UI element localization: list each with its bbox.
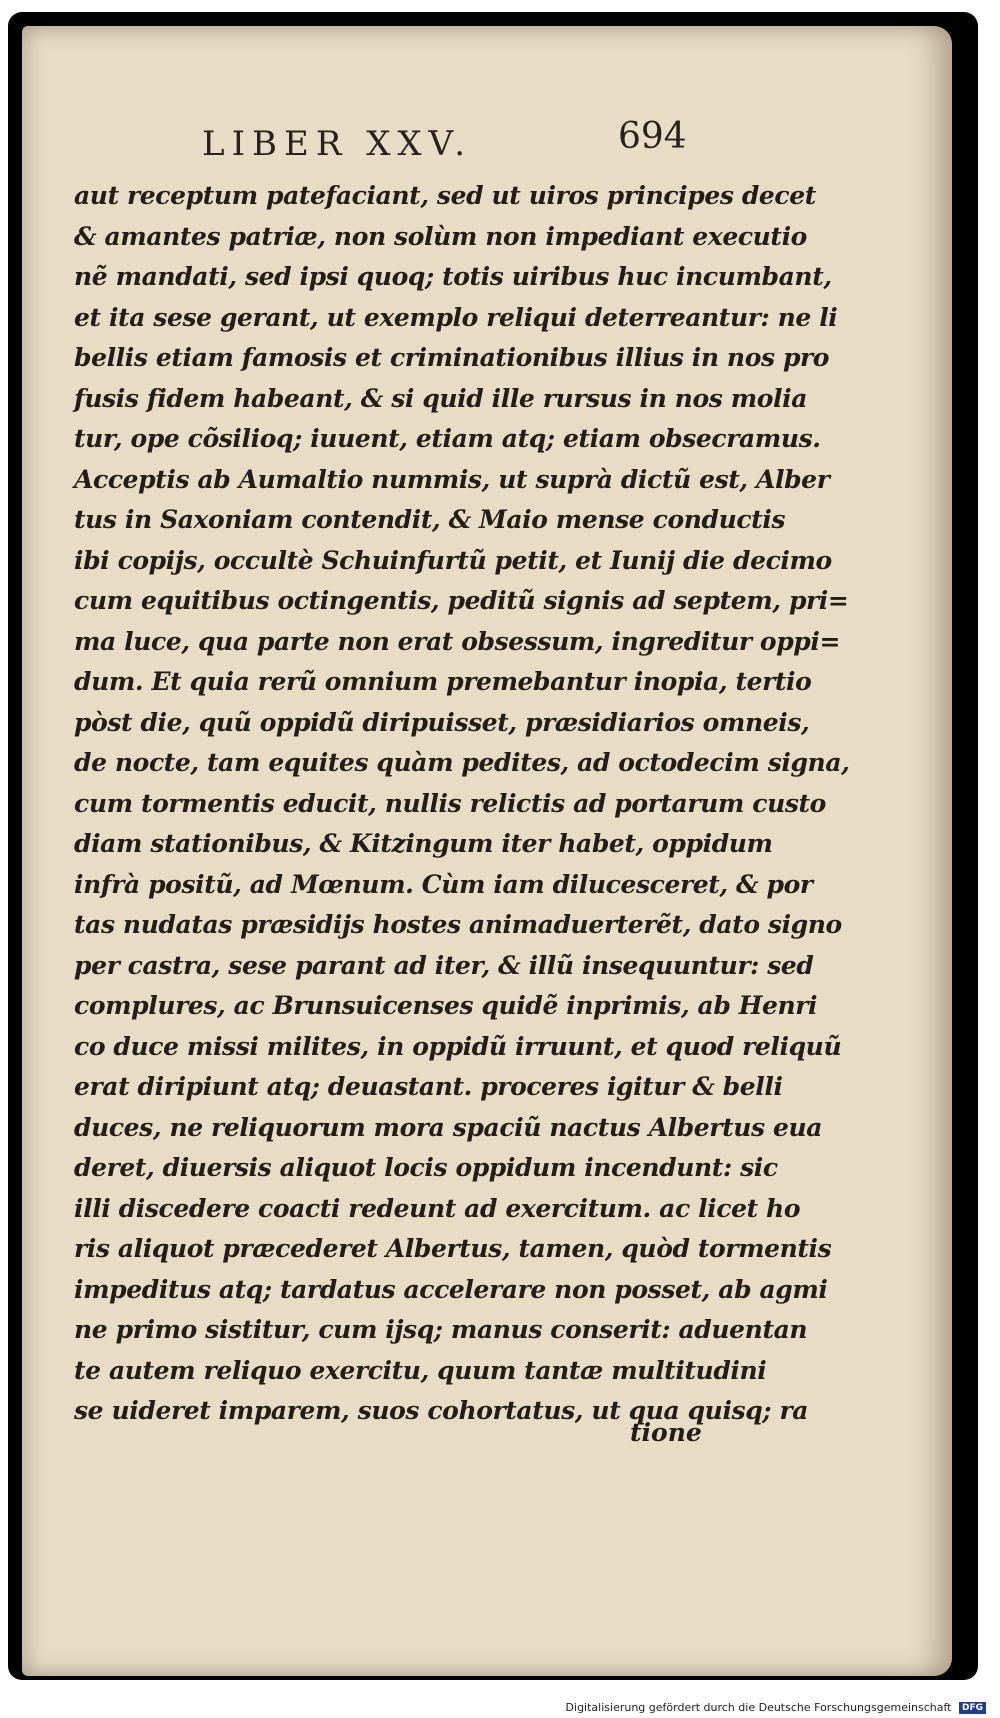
text-line: nẽ mandati, sed ipsi quoq; totis uiribus huc incumbant, (74, 262, 832, 291)
body-text (74, 176, 850, 1432)
text-line: ibi copijs, occultè Schuinfurtũ petit, et Iunij die decimo (74, 545, 832, 575)
book-page (22, 26, 952, 1676)
text-line: co duce missi milites, in oppidũ irruunt, et quod reliquũ (74, 1031, 842, 1061)
page-number: 694 (618, 116, 687, 157)
text-line: & amantes patriæ, non solùm non impediant executio (74, 221, 807, 251)
text-line: de nocte, tam equites quàm pedites, ad octodecim signa, (74, 748, 850, 777)
text-line: et ita sese gerant, ut exemplo reliqui deterreantur: ne li (74, 302, 838, 332)
text-line: dum. Et quia rerũ omnium premebantur inopia, tertio (74, 667, 812, 696)
text-line: illi discedere coacti redeunt ad exercitum. ac licet ho (74, 1193, 801, 1223)
text-line: per castra, sese parant ad iter, & illũ insequuntur: sed (74, 950, 814, 980)
text-line: cum equitibus octingentis, peditũ signis ad septem, pri= (74, 586, 849, 615)
text-line: te autem reliquo exercitu, quum tantæ multitudini (74, 1355, 767, 1385)
text-line: tus in Saxoniam contendit, & Maio mense conductis (74, 505, 786, 534)
credit-text: Digitalisierung gefördert durch die Deutsche Forschungsgemeinschaft (565, 1701, 952, 1714)
text-line: fusis fidem habeant, & si quid ille rursus in nos molia (74, 383, 808, 413)
text-line: duces, ne reliquorum mora spaciũ nactus Albertus eua (74, 1112, 823, 1142)
text-line: deret, diuersis aliquot locis oppidum incendunt: sic (74, 1153, 778, 1182)
text-line: impeditus atq; tardatus accelerare non posset, ab agmi (74, 1274, 828, 1304)
text-line: complures, ac Brunsuicenses quidẽ inprimis, ab Henri (74, 991, 818, 1020)
text-line: tur, ope cõsilioq; iuuent, etiam atq; etiam obsecramus. (74, 424, 821, 453)
text-line: pòst die, quũ oppidũ diripuisset, præsidiarios omneis, (74, 707, 810, 737)
text-line: ne primo sistitur, cum ijsq; manus conserit: aduentan (74, 1315, 808, 1344)
text-line: erat diripiunt atq; deuastant. proceres igitur & belli (74, 1072, 783, 1101)
text-line: ma luce, qua parte non erat obsessum, ingreditur oppi= (74, 626, 840, 656)
text-line: se uideret imparem, suos cohortatus, ut qua quisq; ra (74, 1396, 809, 1425)
text-line: Acceptis ab Aumaltio nummis, ut suprà dictũ est, Alber (74, 464, 830, 494)
text-line: tas nudatas præsidijs hostes animaduerterẽt, dato signo (74, 910, 842, 939)
dfg-logo: DFG (959, 1702, 986, 1714)
text-line: bellis etiam famosis et criminationibus illius in nos pro (74, 343, 830, 372)
digitization-credit (566, 1701, 986, 1714)
text-line: cum tormentis educit, nullis relictis ad portarum custo (74, 788, 826, 818)
text-line: ris aliquot præcederet Albertus, tamen, quòd tormentis (74, 1234, 832, 1263)
text-line: diam stationibus, & Kitzingum iter habet, oppidum (74, 829, 773, 858)
running-head: LIBER XXV. (202, 124, 473, 164)
catchword: tione (630, 1418, 702, 1447)
text-line: aut receptum patefaciant, sed ut uiros principes decet (74, 181, 816, 210)
text-line: infrà positũ, ad Mœnum. Cùm iam dilucesceret, & por (74, 869, 813, 899)
